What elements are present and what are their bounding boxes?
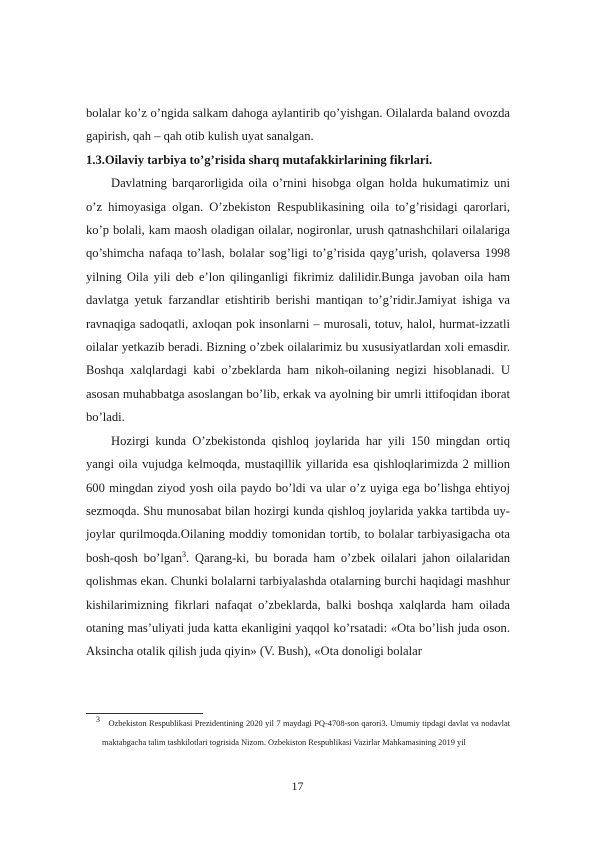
paragraph-text: Hozirgi kunda O’zbekistonda qishloq joylarida har yili 150 mingdan ortiq yangi oila vujudga kelmoqda, mustaqillik yillarida esa qishloqlarimizda 2 million 600 mingdan ziyod yosh oila paydo bo’ldi va ular o’z uyiga ega bo’lishga ehtiyoj sezmoqda. Shu munosabat bilan hozirgi kunda qishloq joylarida yakka tartibda uy-joylar qurilmoqda.Oilaning moddiy tomonidan tortib, to bolalar tarbiyasigacha ota bosh-qosh bo’lgan xyxy=(86,433,510,565)
footnote-reference[interactable]: 3 xyxy=(182,549,187,559)
section-heading: 1.3.Oilaviy tarbiya to’g’risida sharq mutafakkirlarining fikrlari. xyxy=(86,152,433,167)
footnote-text: Ozbekiston Respublikasi Prezidentining 2020 yil 7 maydagi PQ-4708-son qarori3. Umumiy tipdagi davlat va nodavlat maktabgacha talim tashkilotlari togrisida Nizom. Ozbekiston Respublikasi Vazirlar Mahkamasining 2019 yil xyxy=(102,719,511,747)
footnote-number: 3 xyxy=(96,715,100,725)
paragraph-text: . Qarang-ki, bu borada ham o’zbek oilalari jahon oilalaridan qolishmas ekan. Chunki bolalarni tarbiyalashda otalarning burchi haqidagi mashhur kishilarimizning fikrlari nafaqat o’zbeklarda, balki boshqa xalqlarda ham oilada otaning mas’uliyati juda katta ekanligini yaqqol ko’rsatadi: «Ota bo’lish juda oson. Aksincha otalik qilish juda qiyin» (V. Bush), «Ota donoligi bolalar xyxy=(86,550,510,659)
footnote-divider xyxy=(86,713,203,714)
paragraph-continuation: bolalar ko’z o’ngida salkam dahoga aylantirib qo’yishgan. Oilalarda baland ovozda gapirish, qah – qah otib kulish uyat sanalgan. xyxy=(86,106,510,144)
page-number: 17 xyxy=(291,779,304,793)
paragraph: Davlatning barqarorligida oila o’rnini hisobga olgan holda hukumatimiz uni o’z himoyasiga olgan. O’zbekiston Respublikasining oila to’g’risidagi qarorlari, ko’p bolali, kam maosh oladigan oilalar, nogironlar, urush qatnashchilari oilalariga qo’shimcha nafaqa to’lash, bolalar sog’ligi to’g’risida qayg’urish, qolaversa 1998 yilning Oila yili deb e’lon qilinganligi fikrimiz dalilidir.Bunga javoban oila ham davlatga yetuk farzandlar etishtirib berishi mantiqan to’g’ridir.Jamiyat ishiga va ravnaqiga sadoqatli, axloqan pok insonlarni – murosali, totuv, halol, hurmat-izzatli oilalar yetkazib beradi. Bizning o’zbek oilalarimiz bu xususiyatlardan xoli emasdir. Boshqa xalqlardagi kabi o’zbeklarda ham nikoh-oilaning negizi hisoblanadi. U asosan muhabbatga asoslangan bo’lib, erkak va ayolning bir umrli ittifoqidan iborat bo’ladi. xyxy=(86,176,510,425)
paragraph xyxy=(86,430,510,664)
body-text xyxy=(86,102,510,664)
footnote xyxy=(96,715,511,752)
